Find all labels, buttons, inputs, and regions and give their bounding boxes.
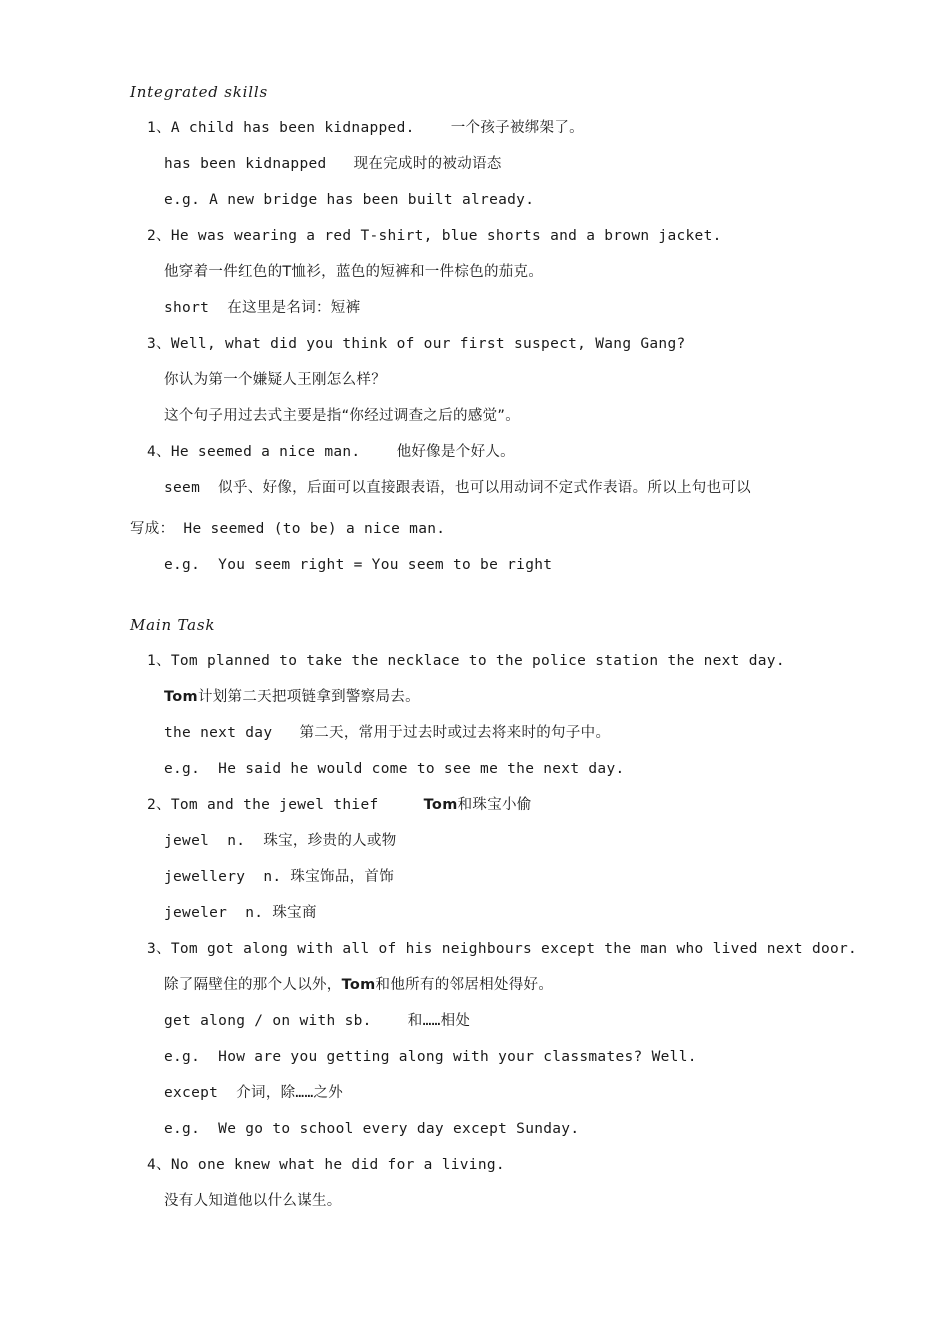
- integrated-note-4-continued: 写成： He seemed (to be) a nice man.: [130, 521, 446, 537]
- main-note-3b: except 介词，除……之外: [164, 1085, 344, 1101]
- main-example-3a: e.g. How are you getting along with your classmates? Well.: [164, 1049, 697, 1065]
- main-note-3: get along / on with sb. 和……相处: [164, 1013, 471, 1029]
- main-point-1: 1、Tom planned to take the necklace to the police station the next day.: [147, 653, 785, 669]
- main-vocab-jewel: jewel n. 珠宝，珍贵的人或物: [164, 833, 397, 849]
- translation-text: 和他所有的邻居相处得好。: [375, 977, 554, 993]
- main-point-4: 4、No one knew what he did for a living.: [147, 1157, 505, 1173]
- main-example-1: e.g. He said he would come to see me the next day.: [164, 761, 625, 777]
- main-point-2: [147, 795, 532, 815]
- main-point-3: 3、Tom got along with all of his neighbours except the man who lived next door.: [147, 941, 858, 957]
- integrated-note-1: has been kidnapped 现在完成时的被动语态: [164, 156, 502, 172]
- main-note-1: the next day 第二天，常用于过去时或过去将来时的句子中。: [164, 725, 611, 741]
- integrated-note-2: short 在这里是名词：短裤: [164, 300, 361, 316]
- integrated-point-4: 4、He seemed a nice man. 他好像是个好人。: [147, 444, 515, 460]
- name-tom: Tom: [341, 977, 376, 993]
- translation-text: 计划第二天把项链拿到警察局去。: [197, 689, 420, 705]
- integrated-example-1: e.g. A new bridge has been built already.: [164, 192, 535, 208]
- integrated-translation-3: 你认为第一个嫌疑人王刚怎么样？: [164, 372, 386, 388]
- integrated-point-2: 2、He was wearing a red T-shirt, blue shorts and a brown jacket.: [147, 228, 722, 244]
- section-heading-integrated-skills: Integrated skills: [130, 83, 268, 101]
- main-example-3b: e.g. We go to school every day except Sunday.: [164, 1121, 580, 1137]
- main-translation-3: [164, 975, 553, 995]
- translation-text: 和珠宝小偷: [457, 797, 532, 813]
- integrated-point-1: 1、A child has been kidnapped. 一个孩子被绑架了。: [147, 120, 584, 136]
- integrated-note-4: seem 似乎、好像，后面可以直接跟表语，也可以用动词不定式作表语。所以上句也可以: [164, 480, 751, 496]
- point-text: 2、Tom and the jewel thief: [147, 797, 424, 813]
- main-vocab-jeweler: jeweler n. 珠宝商: [164, 905, 317, 921]
- integrated-point-3: 3、Well, what did you think of our first suspect, Wang Gang?: [147, 336, 686, 352]
- translation-text: 除了隔壁住的那个人以外，: [164, 977, 342, 993]
- section-heading-main-task: Main Task: [130, 616, 216, 634]
- main-vocab-jewellery: jewellery n. 珠宝饰品，首饰: [164, 869, 395, 885]
- integrated-note-3: 这个句子用过去式主要是指“你经过调查之后的感觉”。: [164, 408, 521, 424]
- name-tom: Tom: [164, 689, 198, 705]
- name-tom: Tom: [423, 797, 458, 813]
- integrated-example-4: e.g. You seem right = You seem to be right: [164, 557, 553, 573]
- main-translation-4: 没有人知道他以什么谋生。: [164, 1193, 342, 1209]
- main-translation-1: [164, 687, 420, 707]
- integrated-translation-2: 他穿着一件红色的T恤衫，蓝色的短裤和一件棕色的茄克。: [164, 264, 544, 280]
